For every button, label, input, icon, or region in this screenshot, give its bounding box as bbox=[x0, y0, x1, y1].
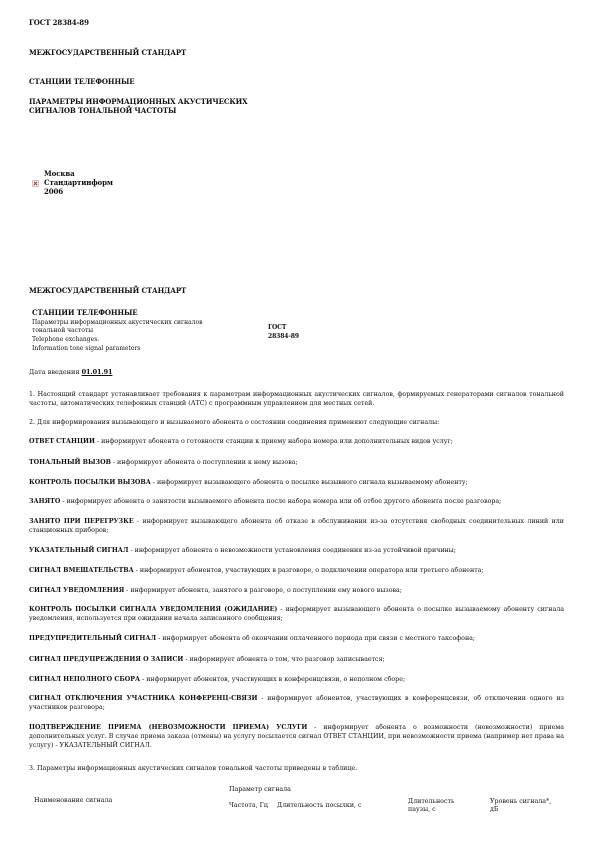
title-line-2: СИГНАЛОВ ТОНАЛЬНОЙ ЧАСТОТЫ bbox=[29, 106, 177, 115]
intro-date bbox=[29, 368, 112, 376]
title-line-1: ПАРАМЕТРЫ ИНФОРМАЦИОННЫХ АКУСТИЧЕСКИХ bbox=[29, 97, 248, 106]
title-ru-line-2: тональной частоты bbox=[32, 327, 94, 334]
standard-type-2: МЕЖГОСУДАРСТВЕННЫЙ СТАНДАРТ bbox=[29, 286, 187, 295]
paragraph-call-waiting: СИГНАЛ УВЕДОМЛЕНИЯ - информирует абонента, занятого в разговоре, о поступлении ему нового вызова; bbox=[29, 587, 402, 594]
paragraph-recording: СИГНАЛ ПРЕДУПРЕЖДЕНИЯ О ЗАПИСИ - информирует абонента о том, что разговор записывается; bbox=[29, 656, 385, 663]
document-code: ГОСТ 28384-89 bbox=[29, 18, 89, 27]
paragraph-indication: УКАЗАТЕЛЬНЫЙ СИГНАЛ - информирует абонента о невозможности установления соединения из-за устойчивой причины; bbox=[29, 547, 456, 554]
gost-label: ГОСТ bbox=[268, 324, 287, 331]
paragraph-intrusion: СИГНАЛ ВМЕШАТЕЛЬСТВА - информирует абонентов, участвующих в разговоре, о подключении оператора или третьего абонента; bbox=[29, 567, 484, 574]
table-col-level-line-2: дБ bbox=[490, 806, 499, 813]
paragraph-signals-intro: 2. Для информирования вызывающего и вызываемого абонента о состоянии соединения применяют следующие сигналы: bbox=[29, 419, 440, 426]
paragraph-busy: ЗАНЯТО - информирует абонента о занятости вызываемого абонента после набора номера или об отбое другого абонента после разговора; bbox=[29, 498, 502, 505]
paragraph-incomplete: СИГНАЛ НЕПОЛНОГО СБОРА - информирует абонентов, участвующих в конференцсвязи, о неполном сборе; bbox=[29, 676, 406, 683]
paragraph-confirmation: ПОДТВЕРЖДЕНИЕ ПРИЕМА (НЕВОЗМОЖНОСТИ ПРИЕМА) УСЛУГИ - информирует абонента о возможности (невозможности) приема дополнительных услуг. В случае приема заказа (отмены) на услугу посылается сигнал ОТВЕТ СТАНЦИИ, при невозможности приема (например нет права на услугу) - УКАЗАТЕЛЬНЫЙ СИГНАЛ. bbox=[29, 724, 564, 749]
title-en-line-1: Telephone exchanges. bbox=[32, 336, 100, 343]
imprint-publisher: Стандартинформ bbox=[44, 178, 113, 187]
title-ru-line-1: Параметры информационных акустических сигналов bbox=[32, 319, 203, 326]
paragraph-warning: ПРЕДУПРЕДИТЕЛЬНЫЙ СИГНАЛ - информирует абонента об окончании оплаченного периода при связи с местного таксофона; bbox=[29, 635, 476, 642]
subject-heading-2: СТАНЦИИ ТЕЛЕФОННЫЕ bbox=[32, 308, 138, 317]
table-col-send-duration: Длительность посылки, с bbox=[277, 802, 362, 809]
table-col-name: Наименование сигнала bbox=[34, 797, 113, 804]
standard-type: МЕЖГОСУДАРСТВЕННЫЙ СТАНДАРТ bbox=[29, 48, 187, 57]
intro-date-label: Дата введения bbox=[29, 368, 80, 376]
paragraph-congestion: ЗАНЯТО ПРИ ПЕРЕГРУЗКЕ - информирует вызывающего абонента об отказе в обслуживании из-за отсутствия свободных соединительных линий или станционных приборов; bbox=[29, 518, 565, 534]
imprint-year: 2006 bbox=[44, 187, 64, 196]
paragraph-scope: 1. Настоящий стандарт устанавливает требования к параметрам информационных акустических сигналов, формируемых генераторами сигналов тональной частоты, автоматических телефонных станций (АТС) с программным управлением для местных сетей. bbox=[29, 391, 564, 407]
paragraph-ringback: КОНТРОЛЬ ПОСЫЛКИ ВЫЗОВА - информирует вызывающего абонента о посылке вызывного сигнала вызываемому абоненту; bbox=[29, 479, 468, 486]
paragraph-tone-ringing: ТОНАЛЬНЫЙ ВЫЗОВ - информирует абонента о поступлении к нему вызова; bbox=[29, 459, 298, 466]
broken-image-icon bbox=[32, 180, 39, 187]
title-en-line-2: Information tone signal parameters bbox=[32, 345, 141, 352]
paragraph-table-intro: 3. Параметры информационных акустических сигналов тональной частоты приведены в таблице. bbox=[29, 765, 358, 772]
paragraph-dial-tone: ОТВЕТ СТАНЦИИ - информирует абонента о готовности станции к приему набора номера или дополнительных видов услуг; bbox=[29, 438, 453, 445]
table-group-header: Параметр сигнала bbox=[229, 786, 291, 793]
imprint-city: Москва bbox=[44, 169, 75, 178]
paragraph-waiting-control: КОНТРОЛЬ ПОСЫЛКИ СИГНАЛА УВЕДОМЛЕНИЯ (ОЖИДАНИЕ) - информирует вызывающего абонента о посылке вызываемому абоненту сигнала уведомления, используется при ожидании начала записанного сообщения; bbox=[29, 606, 564, 622]
intro-date-value: 01.01.91 bbox=[81, 368, 113, 376]
subject-heading: СТАНЦИИ ТЕЛЕФОННЫЕ bbox=[29, 77, 135, 86]
table-col-pause-line-1: Длительность bbox=[408, 798, 455, 805]
table-col-pause-line-2: паузы, с bbox=[408, 806, 436, 813]
gost-code: 28384-89 bbox=[268, 333, 299, 340]
table-col-level-line-1: Уровень сигнала*, bbox=[490, 798, 552, 805]
table-col-frequency: Частота, Гц bbox=[229, 802, 268, 809]
paragraph-disconnect: СИГНАЛ ОТКЛЮЧЕНИЯ УЧАСТНИКА КОНФЕРЕНЦ-СВЯЗИ - информирует абонентов, участвующих в конференцсвязи, об отключении одного из участников разговора; bbox=[29, 695, 564, 711]
